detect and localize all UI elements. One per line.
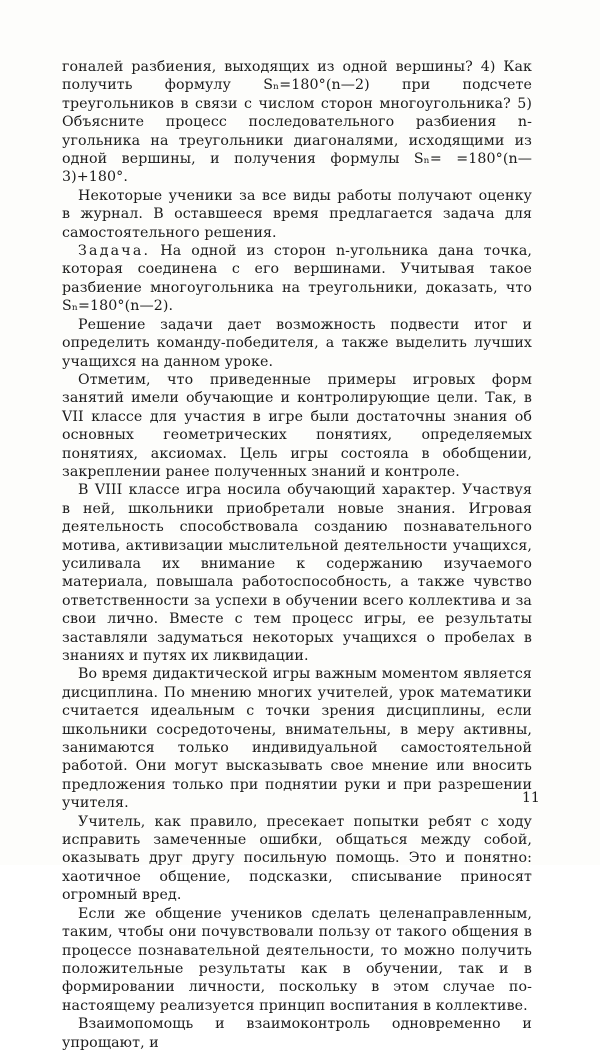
paragraph-5: В VIII классе игра носила обучающий характер. Участвуя в ней, школьники приобретали новые знания. Игровая деятельность способствовала созданию познавательного мотива, активизации мыслительной деятельности учащихся, усиливала их внимание к содержанию изучаемого материала, повышала работоспособность, а также чувство ответственности за успехи в обучении всего коллектива и за свои лично. Вместе с тем процесс игры, ее результаты заставляли задуматься некоторых учащихся о пробелах в знаниях и путях их ликвидации. — [62, 482, 532, 664]
task-text: На одной из сторон n-угольника дана точка, которая соединена с его вершинами. Учитывая такое разбиение многоугольника на треугольники, доказать, что Sₙ=180°(n—2). — [62, 243, 532, 315]
paragraph-7: Учитель, как правило, пресекает попытки ребят с ходу исправить замеченные ошибки, общаться между собой, оказывать друг другу посильную помощь. Это и понятно: хаотичное общение, подсказки, списывание приносят огромный вред. — [62, 813, 532, 904]
task-label: Задача. — [78, 243, 151, 260]
paragraph-8: Если же общение учеников сделать целенаправленным, таким, чтобы они почувствовали пользу от такого общения в процессе познавательной деятельности, то можно получить положительные результаты как в обучении, так и в формировании личности, поскольку в этом случае по-настоящему реализуется принцип воспитания в коллективе. — [62, 905, 532, 1014]
paragraph-6: Во время дидактической игры важным моментом является дисциплина. По мнению многих учителей, урок математики считается идеальным с точки зрения дисциплины, если школьники сосредоточены, внимательны, в меру активны, занимаются только индивидуальной самостоятельной работой. Они могут высказывать свое мнение или вносить предложения только при поднятии руки и при разрешении учителя. — [62, 666, 532, 812]
paragraph-9: Взаимопомощь и взаимоконтроль одновременно и упрощают, и — [62, 1016, 532, 1051]
task-paragraph — [62, 242, 532, 316]
paragraph-2: Некоторые ученики за все виды работы получают оценку в журнал. В оставшееся время предлагается задача для самостоятельного решения. — [62, 187, 532, 241]
page-number: 11 — [522, 790, 540, 806]
paragraph-4: Отметим, что приведенные примеры игровых форм занятий имели обучающие и контролирующие цели. Так, в VII классе для участия в игре были достаточны знания об основных геометрических понятиях, определяемых понятиях, аксиомах. Цель игры состояла в обобщении, закреплении ранее полученных знаний и контроле. — [62, 371, 532, 480]
paragraph-3: Решение задачи дает возможность подвести итог и определить команду-победителя, а также выделить лучших учащихся на данном уроке. — [62, 316, 532, 370]
paragraph-1: гоналей разбиения, выходящих из одной вершины? 4) Как получить формулу Sₙ=180°(n—2) при подсчете треугольников в связи с числом сторон многоугольника? 5) Объясните процесс последовательного разбиения n-угольника на треугольники диагоналями, исходящими из одной вершины, и получения формулы Sₙ= =180°(n—3)+180°. — [62, 59, 532, 186]
page-body — [62, 58, 532, 1052]
